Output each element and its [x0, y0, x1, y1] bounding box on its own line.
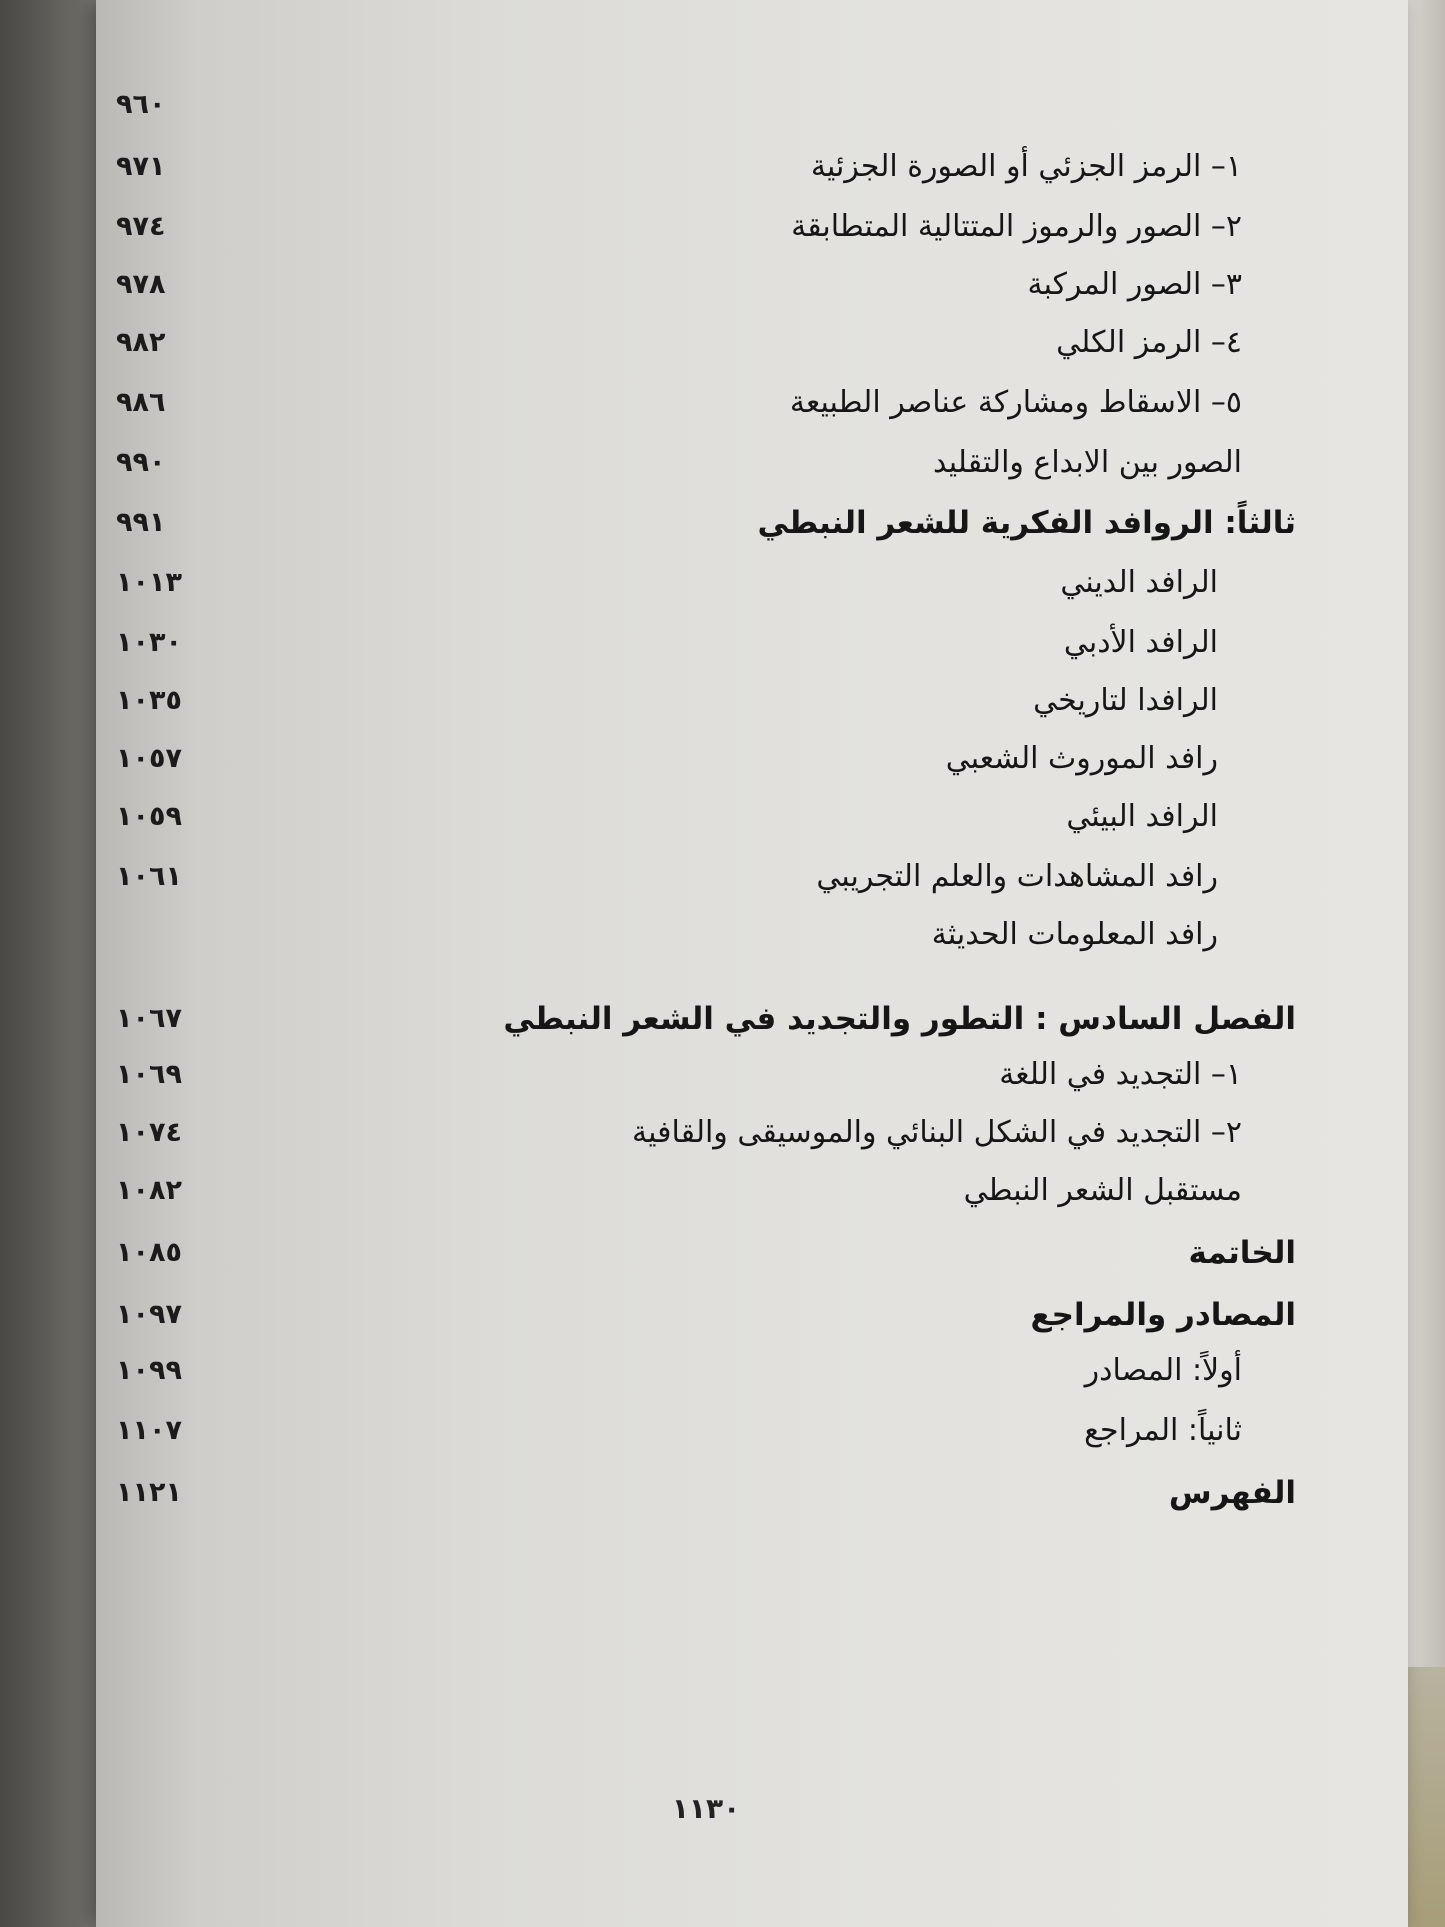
toc-entry — [116, 854, 1296, 900]
toc-page-number: ١٠٦١ — [116, 861, 182, 892]
toc-title: ٤– الرمز الكلي — [1056, 325, 1242, 360]
toc-title: رافد المشاهدات والعلم التجريبي — [816, 859, 1218, 894]
toc-entry — [116, 1408, 1296, 1454]
toc-entry — [116, 320, 1296, 366]
toc-entry — [116, 82, 1296, 128]
toc-page-number: ١٠١٣ — [116, 567, 182, 598]
toc-title: الصور بين الابداع والتقليد — [932, 445, 1242, 480]
page-number: ١١٣٠ — [671, 1792, 741, 1825]
toc-title: الفهرس — [1168, 1475, 1296, 1511]
toc-title: المصادر والمراجع — [1030, 1297, 1296, 1333]
toc-page-number: ١٠٥٩ — [116, 801, 182, 832]
toc-entry — [116, 678, 1296, 724]
toc-title: ٥– الاسقاط ومشاركة عناصر الطبيعة — [789, 385, 1242, 420]
toc-title: الفصل السادس : التطور والتجديد في الشعر النبطي — [503, 1001, 1296, 1037]
toc-entry — [116, 500, 1296, 546]
toc-entry — [116, 144, 1296, 190]
toc-title: ٢– الصور والرموز المتتالية المتطابقة — [791, 209, 1242, 244]
toc-entry — [116, 1230, 1296, 1276]
toc-title: مستقبل الشعر النبطي — [963, 1173, 1242, 1208]
toc-title: ثانياً: المراجع — [1084, 1413, 1242, 1448]
book-spine-shadow — [0, 0, 110, 1927]
toc-entry — [116, 440, 1296, 486]
toc-page-number: ١٠٥٧ — [116, 743, 182, 774]
toc-title: الخاتمة — [1188, 1235, 1296, 1271]
toc-title: ١– التجديد في اللغة — [999, 1057, 1242, 1092]
toc-entry — [116, 1292, 1296, 1338]
page-stack-edge — [1405, 0, 1445, 1927]
toc-title: أولاً: المصادر — [1084, 1353, 1242, 1388]
toc-entry — [116, 912, 1296, 958]
toc-page-number: ١٠٧٤ — [116, 1117, 182, 1148]
toc-entry — [116, 620, 1296, 666]
toc-title: ٣– الصور المركبة — [1027, 267, 1242, 302]
toc-page-number: ١٠٩٧ — [116, 1299, 182, 1330]
toc-page-number: ١٠٨٢ — [116, 1175, 182, 1206]
toc-title: الرافد الديني — [1060, 565, 1218, 600]
toc-entry — [116, 1348, 1296, 1394]
toc-title: الرافدا لتاريخي — [1033, 683, 1218, 718]
book-page — [96, 0, 1408, 1927]
toc-title: الرافد الأدبي — [1063, 625, 1218, 660]
toc-entry — [116, 204, 1296, 250]
toc-entry — [116, 380, 1296, 426]
toc-title: رافد المعلومات الحديثة — [931, 917, 1218, 952]
toc-entry — [116, 262, 1296, 308]
toc-page-number: ١١٠٧ — [116, 1415, 182, 1446]
toc-title: الرافد البيئي — [1066, 799, 1218, 834]
toc-page-number: ١٠٩٩ — [116, 1355, 182, 1386]
toc-page-number: ٩٨٢ — [116, 327, 166, 358]
toc-page-number: ١٠٦٩ — [116, 1059, 182, 1090]
toc-page-number: ٩٧٤ — [116, 211, 166, 242]
toc-title: ١– الرمز الجزئي أو الصورة الجزئية — [810, 149, 1242, 184]
toc-entry — [116, 1168, 1296, 1214]
toc-page-number: ٩٩٠ — [116, 447, 166, 478]
toc-page-number: ١٠٦٧ — [116, 1003, 182, 1034]
toc-page-number: ١٠٨٥ — [116, 1237, 182, 1268]
toc-page-number: ١٠٣٠ — [116, 627, 182, 658]
toc-entry — [116, 1052, 1296, 1098]
toc-page-number: ١١٢١ — [116, 1477, 182, 1508]
toc-page-number: ٩٦٠ — [116, 89, 166, 120]
toc-entry — [116, 1110, 1296, 1156]
toc-page-number: ١٠٣٥ — [116, 685, 182, 716]
toc-title: ٢– التجديد في الشكل البنائي والموسيقى والقافية — [632, 1115, 1242, 1150]
toc-entry — [116, 560, 1296, 606]
toc-entry — [116, 794, 1296, 840]
toc-page-number: ٩٧١ — [116, 151, 166, 182]
toc-page-number: ٩٨٦ — [116, 387, 166, 418]
toc-title: ثالثاً: الروافد الفكرية للشعر النبطي — [757, 505, 1296, 541]
toc-page-number: ٩٩١ — [116, 507, 166, 538]
toc-entry — [116, 1470, 1296, 1516]
toc-title: رافد الموروث الشعبي — [945, 741, 1218, 776]
toc-entry — [116, 736, 1296, 782]
toc-page-number: ٩٧٨ — [116, 269, 166, 300]
toc-entry — [116, 996, 1296, 1042]
